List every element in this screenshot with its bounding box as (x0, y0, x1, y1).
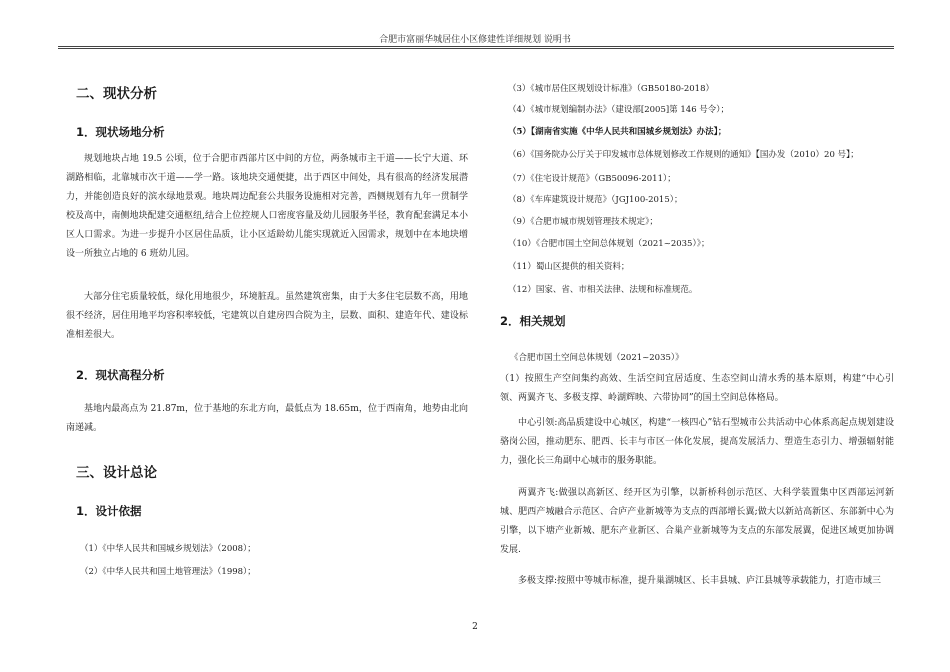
basis-item-11: （11）蜀山区提供的相关资料； (508, 262, 630, 272)
basis-item-7: （7）《住宅设计规范》（GB50096-2011）； (508, 174, 676, 184)
basis-item-8: （8）《车库建筑设计规范》（JGJ100-2015）； (508, 195, 683, 205)
basis-item-6: （6）《国务院办公厅关于印发城市总体规划修改工作规则的通知》【国办发（2010）20 号】； (508, 150, 859, 160)
subsection-site-analysis-title: 1．现状场地分析 (76, 125, 165, 139)
basis-item-12: （12）国家、省、市相关法律、法规和标准规范。 (508, 285, 698, 295)
header-rule-double (58, 48, 894, 49)
section-3-title: 三、设计总论 (76, 465, 157, 481)
subsection-elevation-title: 2．现状高程分析 (76, 368, 165, 382)
site-analysis-paragraph-1: 规划地块占地 19.5 公顷，位于合肥市西部片区中间的方位，两条城市主干道——长宁大道、环湖路相临，北靠城市次干道——学一路。该地块交通便捷，出于西区中间处，具有很高的经济发展潜力，并能创造良好的滨水绿地景观。地块周边配套公共服务设施相对完善，西侧规划有九年一贯制学校及高中，南侧地块配建交通枢纽,结合上位控规人口密度容量及幼儿园服务半径，教育配套满足本小区人口需求。为进一步提升小区居住品质，让小区适龄幼儿能实现就近入园需求，规划中在本地块增设一所独立占地的 6 班幼儿园。 (66, 154, 468, 259)
related-plans-paragraph-4: 多极支撑:按照中等城市标准，提升巢湖城区、长丰县城、庐江县城等承载能力，打造市域三 (518, 576, 882, 586)
related-plan-name: 《合肥市国土空间总体规划（2021~2035）》 (510, 353, 684, 363)
basis-item-9: （9）《合肥市城市规划管理技术规定》； (508, 217, 658, 227)
basis-item-1: （1）《中华人民共和国城乡规划法》（2008）； (80, 544, 256, 554)
related-plans-paragraph-2: 中心引领:高品质建设中心城区，构建“一核四心”钻石型城市公共活动中心体系高起点规划建设骆岗公园，推动肥东、肥西、长丰与市区一体化发展，提高发展活力、塑造生态引力、增强辐射能力，强化长三角副中心城市的服务职能。 (500, 418, 894, 466)
basis-item-5: （5）【湖南省实施《中华人民共和国城乡规划法》办法】； (508, 127, 727, 137)
header-rule (58, 46, 894, 47)
page-number: 2 (472, 622, 478, 632)
subsection-related-plans-title: 2．相关规划 (500, 314, 566, 328)
basis-item-3: （3）《城市居住区规划设计标准》（GB50180-2018） (508, 84, 714, 94)
related-plans-paragraph-3: 两翼齐飞:做强以高新区、经开区为引擎，以新桥科创示范区、大科学装置集中区西部运河新城、肥西产城融合示范区、合庐产业新城等为支点的西部增长翼;做大以新站高新区、东部新中心为引擎，以下塘产业新城、肥东产业新区、合巢产业新城等为支点的东部发展翼，促进区域更加协调发展. (500, 488, 894, 555)
site-analysis-paragraph-2: 大部分住宅质量较低，绿化用地很少，环境脏乱。虽然建筑密集，由于大多住宅层数不高，用地很不经济，居住用地平均容积率较低，宅建筑以自建房四合院为主，层数、面积、建造年代、建设标准相差很大。 (66, 292, 468, 340)
elevation-paragraph: 基地内最高点为 21.87m，位于基地的东北方向，最低点为 18.65m，位于西南角，地势由北向南递减。 (66, 404, 468, 433)
subsection-design-basis-title: 1．设计依据 (76, 504, 142, 518)
basis-item-2: （2）《中华人民共和国土地管理法》（1998）； (80, 567, 256, 577)
related-plans-paragraph-1: （1）按照生产空间集约高效、生活空间宜居适度、生态空间山清水秀的基本原则，构建“中心引领、两翼齐飞、多极支撑、岭湖辉映、六带协同”的国土空间总体格局。 (500, 374, 894, 403)
basis-item-10: （10）《合肥市国土空间总体规划（2021~2035）》； (508, 239, 710, 249)
basis-item-4: （4）《城市规划编制办法》（建设部[2005]第 146 号令）； (508, 105, 730, 115)
header-title: 合肥市富丽华城居住小区修建性详细规划 说明书 (379, 35, 571, 45)
section-2-title: 二、现状分析 (76, 86, 157, 102)
